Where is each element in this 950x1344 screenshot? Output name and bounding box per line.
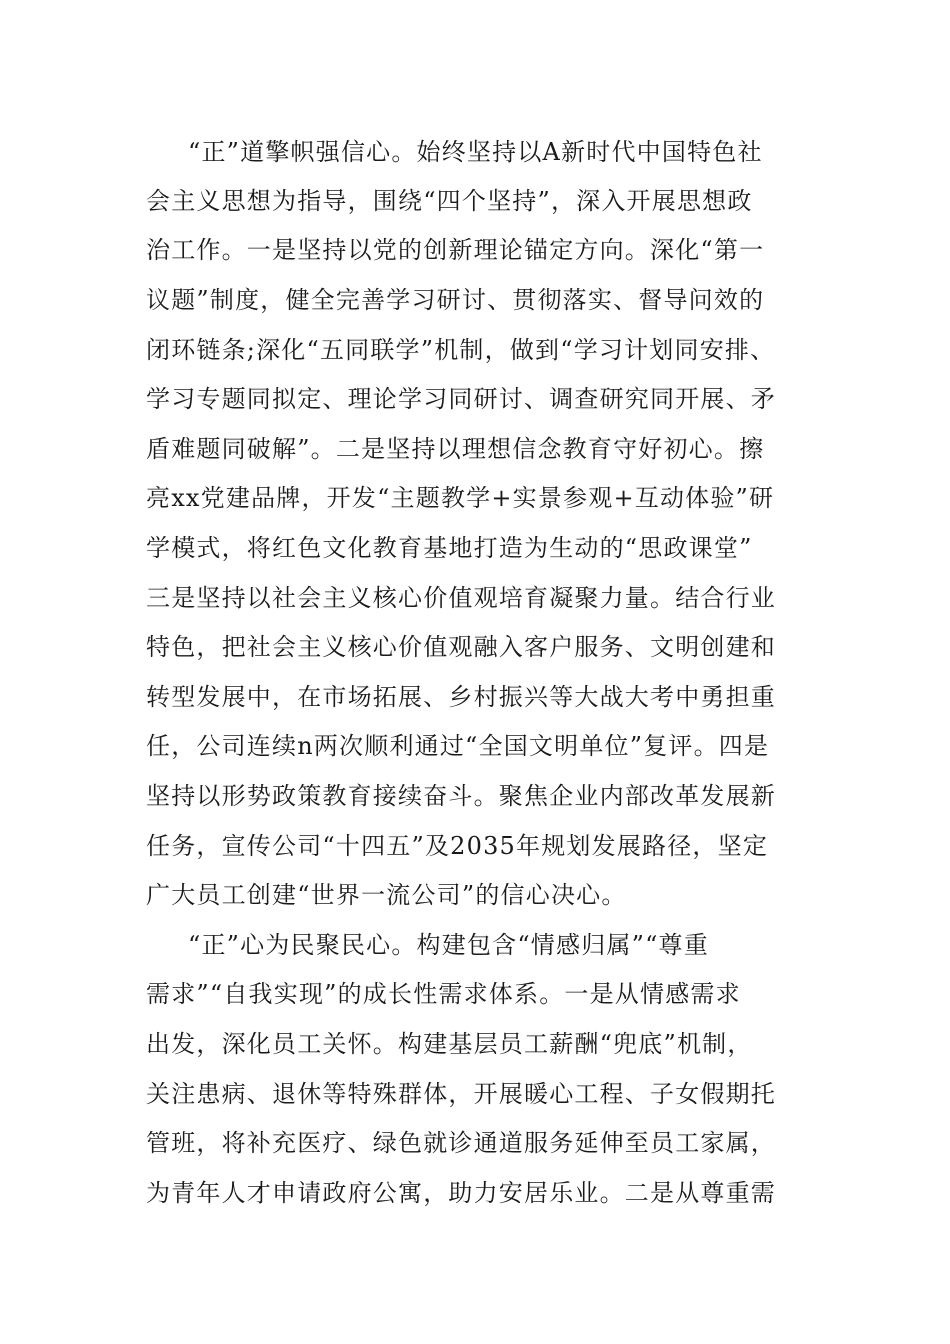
paragraph-2-line-6: 为青年人才申请政府公寓，助力安居乐业。二是从尊重需 bbox=[146, 1179, 776, 1207]
paragraph-1-line-4: 议题”制度，健全完善学习研讨、贯彻落实、督导问效的 bbox=[146, 286, 765, 314]
paragraph-1-line-5: 闭环链条;深化“五同联学”机制，做到“学习计划同安排、 bbox=[146, 336, 776, 364]
paragraph-1-line-2: 会主义思想为指导，围绕“四个坚持”，深入开展思想政 bbox=[146, 187, 753, 215]
paragraph-1-line-12: 转型发展中，在市场拓展、乡村振兴等大战大考中勇担重 bbox=[146, 683, 776, 711]
paragraph-2-line-1: “正”心为民聚民心。构建包含“情感归属”“尊重 bbox=[188, 931, 709, 959]
paragraph-2-line-4: 关注患病、退休等特殊群体，开展暖心工程、子女假期托 bbox=[146, 1080, 776, 1108]
paragraph-1-line-9: 学模式，将红色文化教育基地打造为生动的“思政课堂” bbox=[146, 534, 753, 562]
paragraph-1-line-7: 盾难题同破解”。二是坚持以理想信念教育守好初心。擦 bbox=[146, 435, 765, 463]
paragraph-2-line-2: 需求”“自我实现”的成长性需求体系。一是从情感需求 bbox=[146, 980, 741, 1008]
paragraph-1-line-10: 三是坚持以社会主义核心价值观培育凝聚力量。结合行业 bbox=[146, 584, 776, 612]
paragraph-1-line-1: “正”道擎帜强信心。始终坚持以A新时代中国特色社 bbox=[188, 138, 763, 166]
paragraph-1-line-13: 任，公司连续n两次顺利通过“全国文明单位”复评。四是 bbox=[146, 732, 770, 760]
paragraph-1-line-15: 任务，宣传公司“十四五”及2035年规划发展路径，坚定 bbox=[146, 832, 769, 860]
paragraph-1-line-16: 广大员工创建“世界一流公司”的信心决心。 bbox=[146, 881, 627, 909]
paragraph-1-line-6: 学习专题同拟定、理论学习同研讨、调查研究同开展、矛 bbox=[146, 385, 776, 413]
paragraph-2-line-5: 管班，将补充医疗、绿色就诊通道服务延伸至员工家属， bbox=[146, 1129, 776, 1157]
paragraph-2-line-3: 出发，深化员工关怀。构建基层员工薪酬“兜底”机制， bbox=[146, 1030, 753, 1058]
paragraph-1-line-14: 坚持以形势政策教育接续奋斗。聚焦企业内部改革发展新 bbox=[146, 782, 776, 810]
paragraph-1-line-8: 亮xx党建品牌，开发“主题教学+实景参观+互动体验”研 bbox=[146, 484, 775, 512]
paragraph-1-line-11: 特色，把社会主义核心价值观融入客户服务、文明创建和 bbox=[146, 633, 776, 661]
paragraph-1-line-3: 治工作。一是坚持以党的创新理论锚定方向。深化“第一 bbox=[146, 236, 765, 264]
